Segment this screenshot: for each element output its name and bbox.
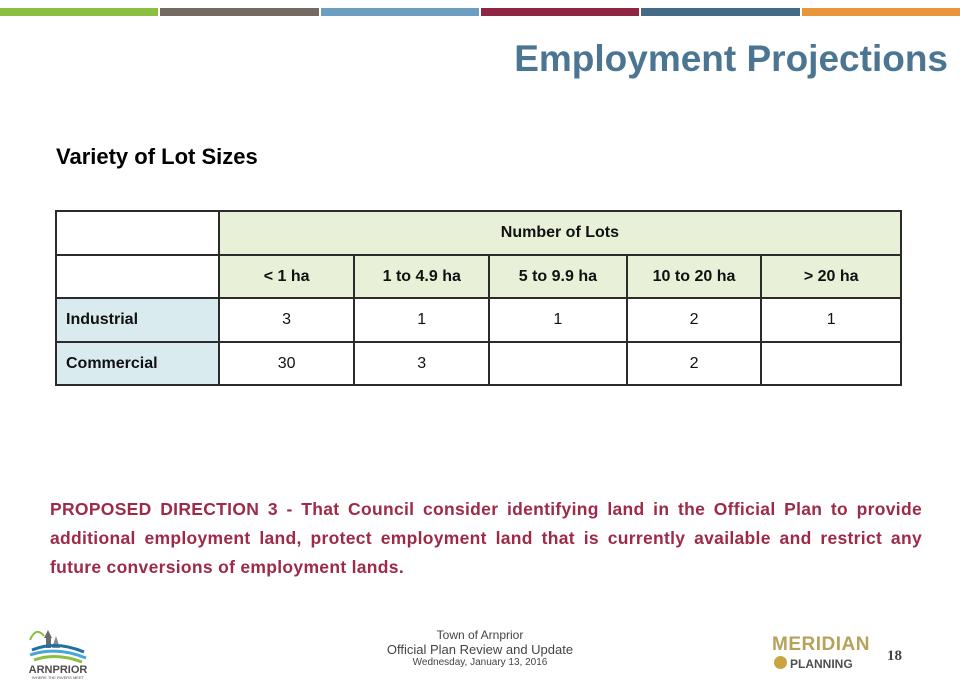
section-subtitle: Variety of Lot Sizes: [56, 144, 258, 169]
stripe-orange: [802, 8, 960, 16]
footer-line1: Town of Arnprior: [436, 628, 524, 642]
table-corner-cell: [56, 211, 219, 255]
table-row: [56, 298, 901, 342]
table-cell: [761, 342, 901, 385]
stripe-gray: [160, 8, 318, 16]
page-number: 18: [887, 648, 902, 664]
column-header: 5 to 9.9 ha: [489, 255, 627, 298]
table-group-header: Number of Lots: [219, 211, 901, 255]
arnprior-logo-tagline: WHERE THE RIVERS MEET: [31, 675, 85, 680]
planning-logo-text: PLANNING: [790, 657, 853, 671]
meridian-planning-logo: [772, 634, 870, 674]
table-cell: 3: [354, 342, 489, 385]
table-cell: 1: [761, 298, 901, 342]
column-header: > 20 ha: [761, 255, 901, 298]
row-label: Industrial: [56, 298, 219, 342]
footer-line2: Official Plan Review and Update: [386, 642, 574, 657]
table-corner-cell: [56, 255, 219, 298]
stripe-maroon: [481, 8, 639, 16]
stripe-blue: [321, 8, 479, 16]
table-cell: 2: [627, 298, 762, 342]
table-cell: 1: [354, 298, 489, 342]
table-row: [56, 342, 901, 385]
footer-line3: Wednesday, January 13, 2016: [412, 657, 548, 668]
arnprior-logo-text: ARNPRIOR: [28, 664, 88, 676]
proposed-direction-text: PROPOSED DIRECTION 3 - That Council consider identifying land in the Official Plan to provide additional employment land, protect employment land that is currently available and restrict any future conversions of employment lands.: [50, 499, 922, 577]
row-label: Commercial: [56, 342, 219, 385]
table-cell: 1: [489, 298, 627, 342]
lot-sizes-table: [55, 210, 902, 386]
column-header: 10 to 20 ha: [627, 255, 762, 298]
stripe-green: [0, 8, 158, 16]
table-cell: 2: [627, 342, 762, 385]
top-color-stripe: [0, 8, 960, 16]
table-cell: 3: [219, 298, 355, 342]
meridian-dot-icon: [774, 656, 787, 669]
meridian-logo-text: MERIDIAN: [772, 634, 870, 655]
page-title: Employment Projections: [514, 38, 948, 79]
column-header: 1 to 4.9 ha: [354, 255, 489, 298]
stripe-slate: [641, 8, 799, 16]
table-cell: 30: [219, 342, 355, 385]
column-header: < 1 ha: [219, 255, 355, 298]
table-cell: [489, 342, 627, 385]
